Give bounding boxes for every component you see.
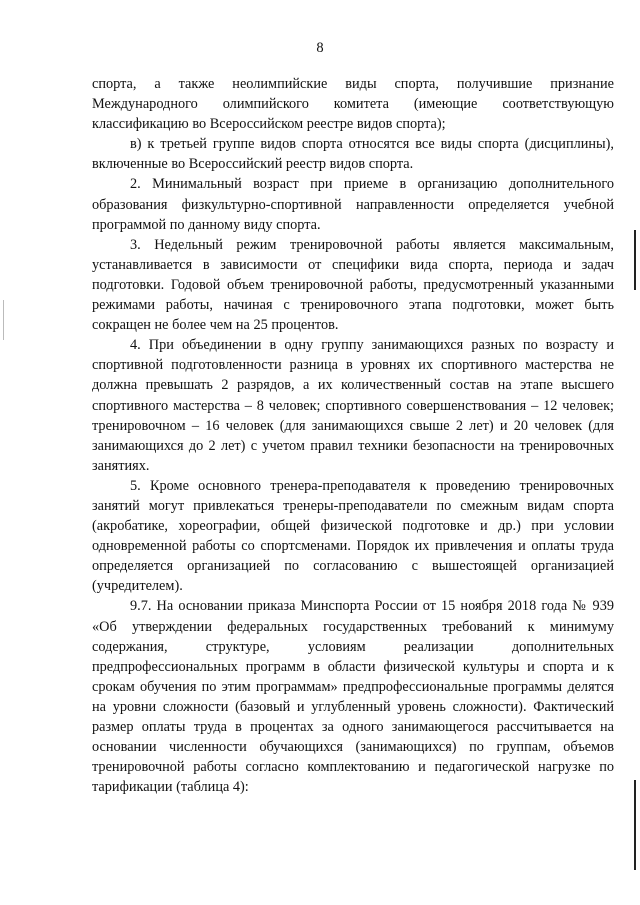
page-number: 8 — [316, 40, 324, 56]
scan-edge-line — [634, 230, 636, 290]
paragraph-section-9-7: 9.7. На основании приказа Минспорта России от 15 ноября 2018 года № 939 «Об утверждении федеральных государственных требований к минимуму содержания, структуре, условиям реализации дополнительных предпрофессиональных программ в области физической культуры и спорта и к срокам обучения по этим программам» предпрофессиональные программы делятся на уровни сложности (базовый и углубленный уровень сложности). Фактический размер оплаты труда в процентах за одного занимающегося рассчитывается на основании численности обучающихся (занимающихся) по группам, объемов тренировочной работы согласно комплектованию и педагогической нагрузке по тарификации (таблица 4): — [92, 598, 614, 796]
paragraph-point-2: 2. Минимальный возраст при приеме в организацию дополнительного образования физкультурно-спортивной направленности определяется учебной программой по данному виду спорта. — [92, 176, 614, 233]
paragraph-continuation: спорта, а также неолимпийские виды спорта, получившие признание Международного олимпийского комитета (имеющие соответствующую классификацию во Всероссийском реестре видов спорта); — [92, 76, 614, 133]
paragraph-item-v: в) к третьей группе видов спорта относятся все виды спорта (дисциплины), включенные во Всероссийский реестр видов спорта. — [92, 136, 614, 173]
paragraph-point-5: 5. Кроме основного тренера-преподавателя к проведению тренировочных занятий могут привлекаться тренеры-преподаватели по смежным видам спорта (акробатике, хореографии, общей физической подготовке и др.) при условии одновременной работы со спортсменами. Порядок их привлечения и оплаты труда определяется организацией по согласованию с вышестоящей организацией (учредителем). — [92, 477, 614, 595]
document-body — [92, 74, 614, 797]
scan-mark — [3, 300, 4, 340]
paragraph-point-4: 4. При объединении в одну группу занимающихся разных по возрасту и спортивной подготовленности разница в уровнях их спортивного мастерства не должна превышать 2 разрядов, а их количественный состав на этапе высшего спортивного мастерства – 8 человек; спортивного совершенствования – 12 человек; тренировочном – 16 человек (для занимающихся свыше 2 лет) и 20 человек (для занимающихся до 2 лет) с учетом правил техники безопасности на тренировочных занятиях. — [92, 337, 614, 474]
scan-edge-line — [634, 780, 636, 870]
paragraph-point-3: 3. Недельный режим тренировочной работы является максимальным, устанавливается в зависимости от специфики вида спорта, периода и задач подготовки. Годовой объем тренировочной работы, предусмотренный указанными режимами работы, начиная с тренировочного этапа подготовки, может быть сокращен не более чем на 25 процентов. — [92, 236, 614, 334]
